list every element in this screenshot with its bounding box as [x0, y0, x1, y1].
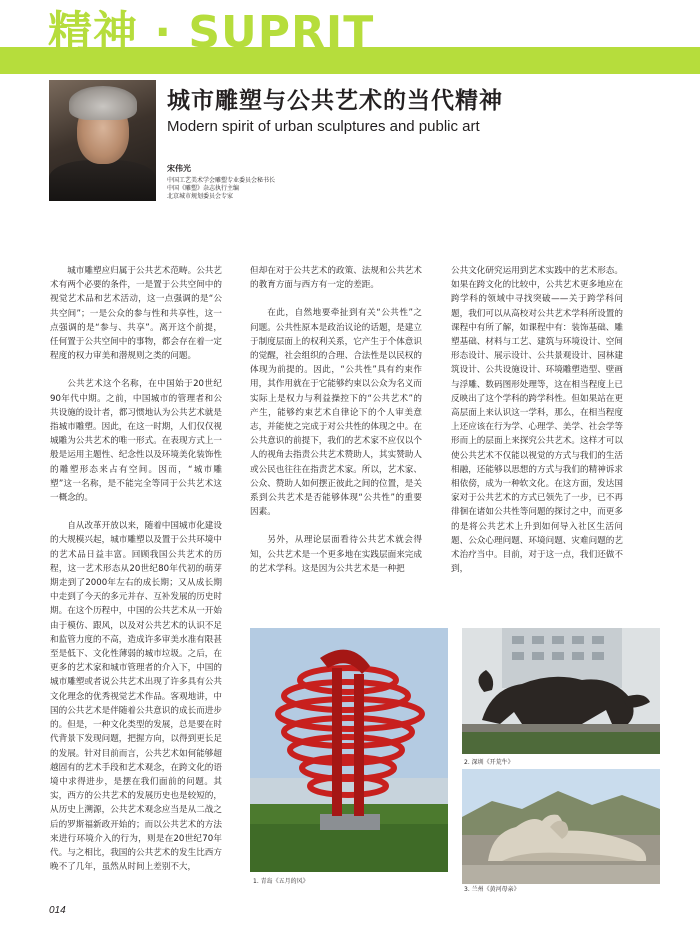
author-name: 宋伟光	[167, 164, 191, 173]
portrait-hair	[69, 86, 137, 120]
text-column-1	[50, 264, 222, 888]
paragraph: 自从改革开放以来，随着中国城市化建设的大规模兴起，城市雕塑以及置于公共环境中的艺术品日益丰富。回顾我国公共艺术的历程，这一艺术形态从20世纪80年代初的萌芽期走到了2000年左右的成长期；又从成长期中走到了今天的多元并存、互补发展的历史时期。在这个历程中，中国的公共艺术从一开始由于模仿、跟风，以及对公共艺术的认识不足和监管力度的不高，造成许多审美水准有限甚至是低下、文化性薄弱的城市垃圾。之后，在更多的艺术家和城市管理者的介入下，中国的城市雕塑或者说公共艺术出现了许多具有公共文化理念的优秀视觉艺术作品。客观地讲，中国的公共艺术是伴随着公共意识的成长而进步的。但是，一种文化类型的发展，总是要在时代背景下发现问题，把握方向，以得到更长足的发展。针对目前而言，公共艺术如何能够超越固有的艺术手段和艺术观念，在跨文化的语境中求得进步，是摆在我们面前的问题。其实，西方的公共艺术的发展历史也是较短的，从历史上溯源，公共艺术观念应当是从二战之后的罗斯福新政开始的；而以公共艺术的方法来进行环境介入的行为，则是在20世纪70年代。与之相比，我国的公共艺术的发生比西方晚不了几年，虽然从时间上差别不大，	[50, 521, 222, 873]
author-title: 中国工艺美术学会雕塑专业委员会秘书长	[167, 177, 276, 184]
photo-pioneer-bull-sculpture	[462, 628, 660, 754]
article-title-zh: 城市雕塑与公共艺术的当代精神	[167, 88, 503, 114]
paragraph: 公共艺术这个名称，在中国始于20世纪90年代中期。之前，中国城市的管理者和公共设施的设计者，都习惯地认为公共艺术就是指城市雕塑。因此，在这一时期，人们仅仅视城雕为公共艺术的唯一形式。在表现方式上一般是运用主题性、纪念性以及环境美化装饰性的雕塑形态来占有空间。因而，“城市雕塑”这一名称，是不能完全等同于公共艺术这一概念的。	[50, 379, 222, 504]
paragraph: 城市雕塑应归属于公共艺术范畴。公共艺术有两个必要的条件，一是置于公共空间中的视觉艺术品和艺术活动，这一点强调的是“公共空间”；一是公众的参与性和共享性，这一点强调的是“参与、共享”。离开这个前提，任何置于公共空间中的事物，都会存在着一定程度的权力审美和潜规则之类的问题。	[50, 266, 222, 362]
paragraph: 但却在对于公共艺术的政策、法规和公共艺术的教育方面与西方有一定的差距。	[250, 266, 422, 291]
text-column-2	[250, 264, 422, 590]
photo-may-wind-sculpture	[250, 628, 448, 872]
paragraph: 另外，从理论层面看待公共艺术就会得知，公共艺术是一个更多地在实践层面来完成的艺术学科。这是因为公共艺术是一种把	[250, 535, 422, 574]
author-portrait	[49, 80, 156, 201]
page-number: 014	[49, 905, 66, 916]
may-wind-illustration	[250, 628, 448, 872]
author-title: 北京城市规划委员会专家	[167, 193, 234, 200]
photo-caption: 1. 青岛《五月的风》	[253, 878, 309, 885]
photo-caption: 2. 深圳《开荒牛》	[464, 759, 514, 766]
author-title: 中国《雕塑》杂志执行主编	[167, 185, 240, 192]
photo-caption: 3. 兰州《黄河母亲》	[464, 886, 520, 893]
text-column-3	[451, 264, 623, 590]
yellow-river-mother-illustration	[462, 769, 660, 884]
pioneer-bull-illustration	[462, 628, 660, 754]
author-titles	[167, 177, 467, 201]
section-label: 精神 · SUPRIT	[48, 7, 375, 58]
article-title-en: Modern spirit of urban sculptures and public art	[167, 118, 480, 135]
portrait-coat	[49, 160, 156, 201]
paragraph: 公共文化研究运用到艺术实践中的艺术形态。如果在跨文化的比较中，公共艺术更多地应在跨学科的领域中寻找突破——关于跨学科问题，我们可以从高校对公共艺术学科所设置的课程中有所了解，如课程中有：装饰基础、雕塑基础、材料与工艺、建筑与环境设计、空间形态设计、展示设计、公共景观设计、园林建筑设计、公共设施设计、环境雕塑造型、壁画与浮雕、数码图形处理等，这在相当程度上已反映出了这个学科的跨学科性。但如果站在更高层面上来认识这一学科，那么，在相当程度上还应该在行为学、心理学、美学、社会学等形而上的层面上来探究公共艺术。这样才可以使公共艺术不仅能以视觉的方式与我们的生活相融，还能够以思想的方式与我们的精神诉求相依傍，成为一种软文化。在这方面，发达国家对于公共艺术的方式已领先了一步，已不再徘徊在诸如公共性等问题的探讨之中，而更多的是将公共艺术上升到如何导入社区生活问题、公众心理问题、环境问题、灾难问题的艺术治疗当中。目前，对于这一点，我们还做不到，	[451, 266, 623, 575]
header-band	[0, 0, 700, 74]
photo-yellow-river-mother-sculpture	[462, 769, 660, 884]
paragraph: 在此，自然地要牵扯到有关“公共性”之问题。公共性原本是政治议论的话题，是建立于制度层面上的权利关系，它产生于个体意识的觉醒，社会组织的合理、合法性是以民权的体现为前提的。因此，“公共性”具有约束作用，其作用就在于它能够约束以公众为名义而实际上是权力与利益操控下的“公共艺术”的产生，能够约束艺术自律论下的个人审美意志，并能使之完成于对公共性的体现之中。在公共意识的前提下，我们的艺术家不应仅以个人的视角去指责公共艺术赞助人，其实赞助人或公民也往往在指责艺术家。所以，艺术家、公众、赞助人如何摆正彼此之间的位置，是关系到公共艺术是否能够体现“公共性”的重要因素。	[250, 308, 422, 518]
